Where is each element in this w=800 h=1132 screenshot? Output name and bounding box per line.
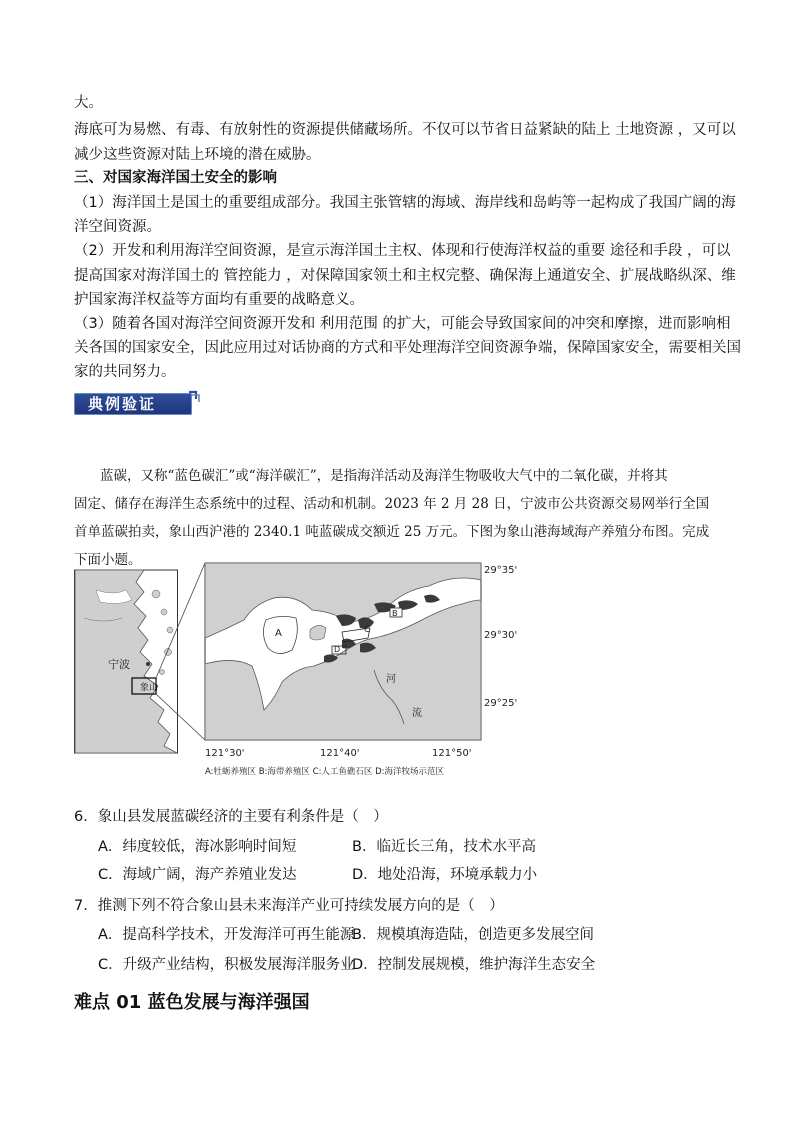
inset-island [160, 670, 165, 675]
lat-label: 29°30' [484, 630, 518, 641]
question-7-option-d[interactable]: D．控制发展规模，维护海洋生态安全 [352, 957, 596, 973]
paragraph-line: （2）开发和利用海洋空间资源，是宣示海洋国土主权、体现和行使海洋权益的重要 途径和手段 ，可以 [74, 243, 731, 259]
question-6-option-b[interactable]: B．临近长三角，技术水平高 [352, 839, 536, 855]
example-line: 固定、储存在海洋生态系统中的过程、活动和机制。2023 年 2 月 28 日，宁波市公共资源交易网举行全国 [74, 496, 710, 512]
paragraph-line: 家的共同努力。 [74, 364, 176, 380]
paragraph-line: 减少这些资源对陆上环境的潜在威胁。 [74, 147, 321, 163]
question-6-stem: 6．象山县发展蓝碳经济的主要有利条件是（ ） [74, 809, 388, 825]
question-6-option-c[interactable]: C．海域广阔，海产养殖业发达 [98, 867, 297, 883]
area-label-c: C [364, 625, 371, 635]
question-7-option-b[interactable]: B．规模填海造陆，创造更多发展空间 [352, 927, 594, 943]
corner-bracket-icon [186, 390, 202, 408]
bay-island [310, 625, 326, 640]
paragraph-line: 护国家海洋权益等方面均有重要的战略意义。 [74, 292, 364, 308]
question-6-option-a[interactable]: A．纬度较低，海冰影响时间短 [98, 839, 297, 855]
lon-label: 121°40' [320, 748, 360, 759]
map-legend: A:牡蛎养殖区 B:海带养殖区 C:人工鱼礁石区 D:海洋牧场示范区 [205, 767, 445, 777]
area-label-a: A [275, 628, 282, 639]
inset-label-ningbo: 宁波 [108, 658, 130, 671]
example-line: 首单蓝碳拍卖，象山西沪港的 2340.1 吨蓝碳成交额近 25 万元。下图为象山港海域海产养殖分布图。完成 [74, 524, 710, 540]
example-banner [74, 390, 198, 416]
inset-island [161, 609, 167, 615]
paragraph-line: 提高国家对海洋国土的 管控能力 ，对保障国家领土和主权完整、确保海上通道安全、扩展战略纵深、维 [74, 268, 736, 284]
question-6-option-d[interactable]: D．地处沿海，环境承载力小 [352, 867, 538, 883]
river-label: 河 [386, 674, 396, 685]
inset-island [152, 590, 160, 598]
question-7-stem: 7．推测下列不符合象山县未来海洋产业可持续发展方向的是（ ） [74, 898, 504, 914]
paragraph-line: （1）海洋国土是国土的重要组成部分。我国主张管辖的海域、海岸线和岛屿等一起构成了我国广阔的海 [74, 195, 736, 211]
paragraph-line: 关各国的国家安全，因此应用过对话协商的方式和平处理海洋空间资源争端，保障国家安全，需要相关国 [74, 340, 741, 356]
paragraph-line: 海底可为易燃、有毒、有放射性的资源提供储藏场所。不仅可以节省日益紧缺的陆上 土地资源 ，又可以 [74, 122, 736, 138]
section-subheading: 三、对国家海洋国土安全的影响 [74, 170, 277, 186]
question-7-option-c[interactable]: C．升级产业结构，积极发展海洋服务业 [98, 957, 355, 973]
banner-label: 典例验证 [88, 395, 157, 413]
paragraph-line: （3）随着各国对海洋空间资源开发和 利用范围 的扩大，可能会导致国家间的冲突和摩擦，进而影响相 [74, 316, 731, 332]
question-7-option-a[interactable]: A．提高科学技术，开发海洋可再生能源 [98, 927, 355, 943]
area-label-d: D [334, 645, 341, 654]
inset-label-xiangshan: 象山 [140, 683, 159, 693]
example-line: 蓝碳，又称“蓝色碳汇”或“海洋碳汇”，是指海洋活动及海洋生物吸收大气中的二氧化碳，并将其 [100, 468, 668, 484]
paragraph-line: 大。 [74, 95, 103, 111]
inset-island [167, 627, 173, 633]
lon-label: 121°30' [205, 748, 245, 759]
area-label-b: B [392, 609, 398, 618]
xiangshan-bay-map [74, 560, 518, 782]
lon-label: 121°50' [432, 748, 472, 759]
section-heading: 难点 01 蓝色发展与海洋强国 [74, 992, 310, 1013]
example-line: 下面小题。 [74, 552, 142, 568]
lat-label: 29°35' [484, 565, 518, 576]
paragraph-line: 洋空间资源。 [74, 219, 161, 235]
ningbo-marker [146, 662, 150, 666]
lat-label: 29°25' [484, 698, 518, 709]
river-label: 流 [412, 708, 422, 719]
